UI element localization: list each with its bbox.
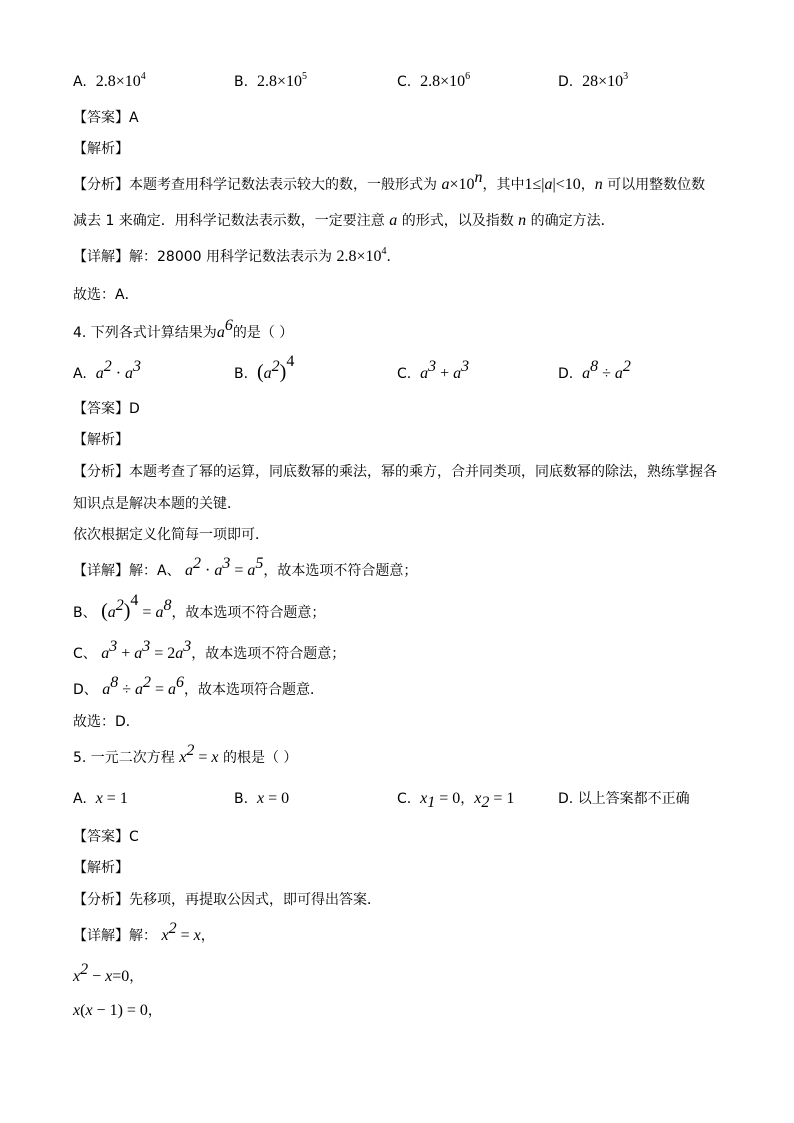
q3-answer: 【答案】A xyxy=(73,110,139,126)
q4-option-b: B. $(a^2)^4$ xyxy=(234,353,295,383)
q3-option-c: C. $2.8\times 10^6$ xyxy=(397,71,471,90)
q4-fenxi-line1: 【分析】本题考查了幂的运算，同底数幂的乘法，幂的乘方，合并同类项，同底数幂的除法，熟练掌握各 xyxy=(73,464,717,480)
q5-option-c: C. $x_1 = 0$，$x_2 = 1$ xyxy=(397,790,515,811)
q5-fenxi: 【分析】先移项，再提取公因式，即可得出答案． xyxy=(73,892,381,908)
q3-xiangjie: 【详解】解：28000 用科学记数法表示为 $2.8\times 10^4$． xyxy=(73,246,401,265)
q5-option-d: D. 以上答案都不正确 xyxy=(558,791,690,807)
q4-answer: 【答案】D xyxy=(73,401,140,417)
q4-jiexi-heading: 【解析】 xyxy=(73,432,129,448)
q4-fenxi-line3: 依次根据定义化简每一项即可． xyxy=(73,527,269,543)
q3-fenxi-line1: 【分析】本题考查用科学记数法表示较大的数，一般形式为 $a\times 10^n$，其中1≤|a|<10，n 可以用整数位数 xyxy=(73,169,706,193)
q4-xiangjie-a: 【详解】解：A、 $a^2 \cdot a^3 = a^5$，故本选项不符合题意； xyxy=(73,555,418,579)
q4-option-a: A. $a^2 \cdot a^3$ xyxy=(73,358,142,382)
q5-jiexi-heading: 【解析】 xyxy=(73,860,129,876)
q5-option-a: A. x = 1 xyxy=(73,790,128,807)
q4-fenxi-line2: 知识点是解决本题的关键． xyxy=(73,496,241,512)
q5-step1: $x^2 - x=0$， xyxy=(73,961,144,985)
q4-guxuan: 故选：D． xyxy=(73,714,140,730)
q3-option-d: D. $28\times 10^3$ xyxy=(558,71,629,90)
q4-stem: 4. 下列各式计算结果为$a^6$的是（ ） xyxy=(73,317,294,341)
q5-answer: 【答案】C xyxy=(73,829,139,845)
q5-step2: x(x − 1) = 0， xyxy=(73,1002,162,1019)
q4-xiangjie-d: D、 $a^8 \div a^2 = a^6$，故本选项符合题意． xyxy=(73,674,325,698)
q4-xiangjie-c: C、 $a^3 + a^3 = 2a^3$，故本选项不符合题意； xyxy=(73,638,346,662)
q5-xiangjie: 【详解】解： $x^2 = x$， xyxy=(73,920,215,944)
q5-option-b: B. x = 0 xyxy=(234,790,290,807)
q4-xiangjie-b: B、 $(a^2)^4 = a^8$，故本选项不符合题意； xyxy=(73,592,326,622)
q4-option-d: D. $a^8 \div a^2$ xyxy=(558,358,631,382)
q3-jiexi-heading: 【解析】 xyxy=(73,141,129,157)
q3-option-a: A. $2.8\times 10^4$ xyxy=(73,71,146,90)
q3-fenxi-line2: 减去 1 来确定．用科学记数法表示数，一定要注意 a 的形式，以及指数 n 的确定方法． xyxy=(73,212,615,229)
q3-guxuan: 故选：A． xyxy=(73,287,139,303)
q3-option-b: B. $2.8\times 10^5$ xyxy=(234,71,307,90)
q5-stem: 5. 一元二次方程 $x^2 = x$ 的根是（ ） xyxy=(73,742,298,766)
q4-option-c: C. $a^3 + a^3$ xyxy=(397,358,470,382)
